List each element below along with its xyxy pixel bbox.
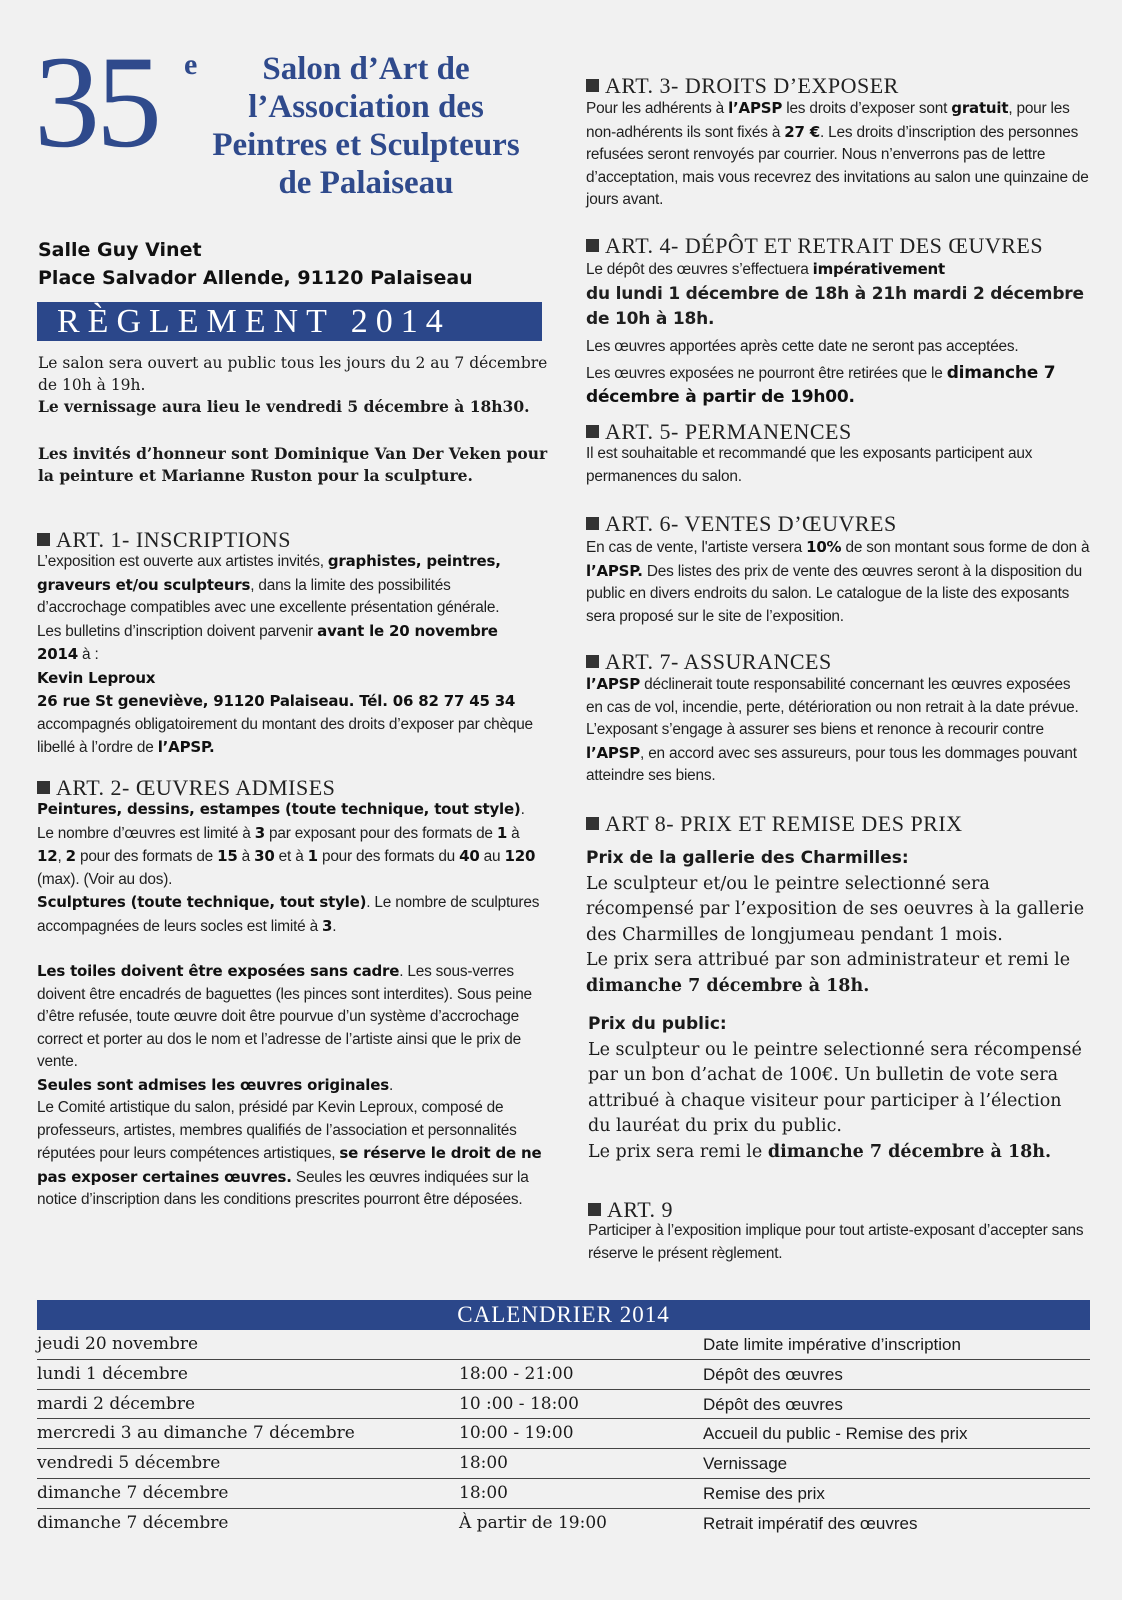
intro-opening [38,352,548,418]
bullet-square-icon [37,533,50,546]
calendar-row [37,1419,1090,1449]
calendar-date: mardi 2 décembre [37,1393,196,1414]
art1-body: L’exposition est ouverte aux artistes invités, graphistes, peintres, graveurs et/ou sculpteurs, dans la limite des possibilités d’accrochage compatibles avec une excellente présentation générale. Les bulletins d’inscription doivent parvenir avant le 20 novembre 2014 à : Kevin Leproux 26 rue St geneviève, 91120 Palaiseau. Tél. 06 82 77 45 34 accompagnés obligatoirement du montant des droits d’exposer par chèque libellé à l’ordre de l’APSP. [37,552,533,756]
calendar-time: 10 :00 - 18:00 [459,1393,579,1414]
edition-number: 35 [34,28,158,175]
calendar-event: Dépôt des œuvres [703,1364,843,1384]
calendar-event: Date limite impérative d’inscription [703,1335,961,1354]
calendar-row [37,1509,1090,1538]
calendar-event: Retrait impératif des œuvres [703,1513,918,1533]
calendar-row [37,1330,1090,1360]
calendar-date: dimanche 7 décembre [37,1482,229,1503]
calendar-event: Vernissage [703,1454,788,1474]
salon-title-line: Peintres et Sculpteurs [212,127,520,163]
venue-name: Salle Guy Vinet [38,239,202,261]
contact-name: Kevin Leproux [37,668,156,687]
calendar-time: 18:00 [459,1482,508,1503]
art3-body: Pour les adhérents à l’APSP les droits d’exposer sont gratuit, pour les non-adhérents ils sont fixés à 27 €. Les droits d’inscription des personnes refusées seront renvoyés par courrier. Nous n’enverrons pas de lettre d’acceptation, mais vous recevrez des invitations au salon une quinzaine de jours avant. [586,99,1089,208]
edition-superscript: e [184,48,198,81]
calendar-time: À partir de 19:00 [459,1512,607,1533]
calendar-date: dimanche 7 décembre [37,1512,229,1533]
calendar-date: lundi 1 décembre [37,1363,188,1384]
calendar-row [37,1360,1090,1390]
calendar-date: jeudi 20 novembre [37,1334,199,1354]
bullet-square-icon [586,425,599,438]
prize-galerie-title: Prix de la gallerie des Charmilles: [586,848,909,868]
prize-galerie-date: Le prix sera attribué par son administrateur et remi le dimanche 7 décembre à 18h. [586,950,1071,996]
art4-body: Le dépôt des œuvres s’effectuera impérativement du lundi 1 décembre de 18h à 21h mardi 2 décembre de 10h à 18h. Les œuvres apportées après cette date ne seront pas acceptées. Les œuvres exposées ne pourront être retirées que le dimanche 7 décembre à partir de 19h00. [586,260,1084,407]
art7-body: l’APSP déclinerait toute responsabilité concernant les œuvres exposées en cas de vol, incendie, perte, détérioration ou non retrait à la date prévue. L’exposant s’engage à assurer ses biens et renonce à recourir contre l’APSP, en accord avec ses assureurs, pour tous les dommages pouvant atteindre ses biens. [586,675,1079,784]
bullet-square-icon [586,517,599,530]
art3-heading: ART. 3- DROITS D’EXPOSER [586,74,899,98]
venue-address [38,236,473,292]
prize-galerie-text: Le sculpteur et/ou le peintre selectionné sera récompensé par l’exposition de ses oeuvres à la gallerie des Charmilles de longjumeau pendant 1 mois. [586,873,1085,945]
prize-public-title: Prix du public: [588,1014,727,1034]
intro-hours: Le salon sera ouvert au public tous les jours du 2 au 7 décembre de 10h à 19h. [38,354,548,394]
calendar-time: 18:00 - 21:00 [459,1363,574,1384]
calendar-table [37,1300,1090,1538]
art7-heading: ART. 7- ASSURANCES [586,650,832,674]
bullet-square-icon [586,239,599,252]
art2-heading: ART. 2- ŒUVRES ADMISES [37,776,335,800]
calendar-event: Accueil du public - Remise des prix [703,1424,968,1444]
calendar-date: vendredi 5 décembre [37,1453,221,1474]
art6-body: En cas de vente, l'artiste versera 10% de son montant sous forme de don à l’APSP. Des listes des prix de vente des œuvres seront à la disposition du public en divers endroits du salon. Le catalogue de la liste des exposants sera proposé sur le site de l’exposition. [586,538,1090,625]
venue-street: Place Salvador Allende, 91120 Palaiseau [38,267,473,289]
salon-title-line: Salon d’Art de [262,51,470,87]
prize-galerie [586,846,1091,999]
calendar-row [37,1479,1090,1509]
intro-vernissage: Le vernissage aura lieu le vendredi 5 décembre à 18h30. [38,397,530,416]
art1-heading: ART. 1- INSCRIPTIONS [37,528,291,552]
calendar-row [37,1390,1090,1420]
calendar-row [37,1449,1090,1479]
art6-heading: ART. 6- VENTES D’ŒUVRES [586,512,897,536]
contact-address: 26 rue St geneviève, 91120 Palaiseau. Tél. 06 82 77 45 34 [37,692,516,710]
bullet-square-icon [586,817,599,830]
salon-title [196,50,536,202]
bullet-square-icon [37,781,50,794]
art9-heading: ART. 9 [588,1198,673,1222]
art5-heading: ART. 5- PERMANENCES [586,420,852,444]
intro-guests: Les invités d’honneur sont Dominique Van Der Veken pour la peinture et Marianne Ruston pour la sculpture. [38,444,548,485]
calendar-date: mercredi 3 au dimanche 7 décembre [37,1423,355,1444]
bullet-square-icon [588,1203,601,1216]
calendar-time: 10:00 - 19:00 [459,1423,574,1444]
art8-heading: ART 8- PRIX ET REMISE DES PRIX [586,812,963,836]
calendar-time: 18:00 [459,1453,508,1474]
calendar-event: Remise des prix [703,1483,825,1503]
bullet-square-icon [586,79,599,92]
salon-title-line: de Palaiseau [278,165,454,201]
art5-body: Il est souhaitable et recommandé que les exposants participent aux permanences du salon. [586,445,1033,485]
reglement-banner: RÈGLEMENT 2014 [37,302,542,341]
prize-public [588,1012,1088,1165]
art2-body: Peintures, dessins, estampes (toute technique, tout style). Le nombre d’œuvres est limité à 3 par exposant pour des formats de 1 à 12, 2 pour des formats de 15 à 30 et à 1 pour des formats du 40 au 120 (max). (Voir au dos). Sculptures (toute technique, tout style). Le nombre de sculptures accompagnées de leurs socles est limité à 3. Les toiles doivent être exposées sans cadre. Les sous-verres doivent être encadrés de baguettes (les pinces sont interdites). Sous peine d’être refusée, toute œuvre doit être pourvue d’un système d’accrochage correct et porter au dos le nom et l’adresse de l’artiste ainsi que le prix de vente. Seules sont admises les œuvres originales. Le Comité artistique du salon, présidé par Kevin Leproux, composé de professeurs, artistes, membres qualifiés de l’association et personnalités réputées pour leurs compétences artistiques, se réserve le droit de ne pas exposer certaines œuvres. Seules les œuvres indiquées sur la notice d’inscription dans les conditions prescrites pourront être déposées. [37,800,542,1208]
calendar-title: CALENDRIER 2014 [37,1300,1090,1330]
salon-title-line: l’Association des [248,89,484,125]
prize-public-text: Le sculpteur ou le peintre selectionné sera récompensé par un bon d’achat de 100€. Un bulletin de vote sera attribué à chaque visiteur pour participer à l’élection du lauréat du prix du public. [588,1039,1082,1136]
art4-heading: ART. 4- DÉPÔT ET RETRAIT DES ŒUVRES [586,234,1043,258]
bullet-square-icon [586,655,599,668]
prize-public-date: Le prix sera remi le dimanche 7 décembre à 18h. [588,1141,1052,1162]
calendar-event: Dépôt des œuvres [703,1394,843,1414]
art9-body: Participer à l’exposition implique pour tout artiste-exposant d’accepter sans réserve le présent règlement. [588,1222,1084,1262]
